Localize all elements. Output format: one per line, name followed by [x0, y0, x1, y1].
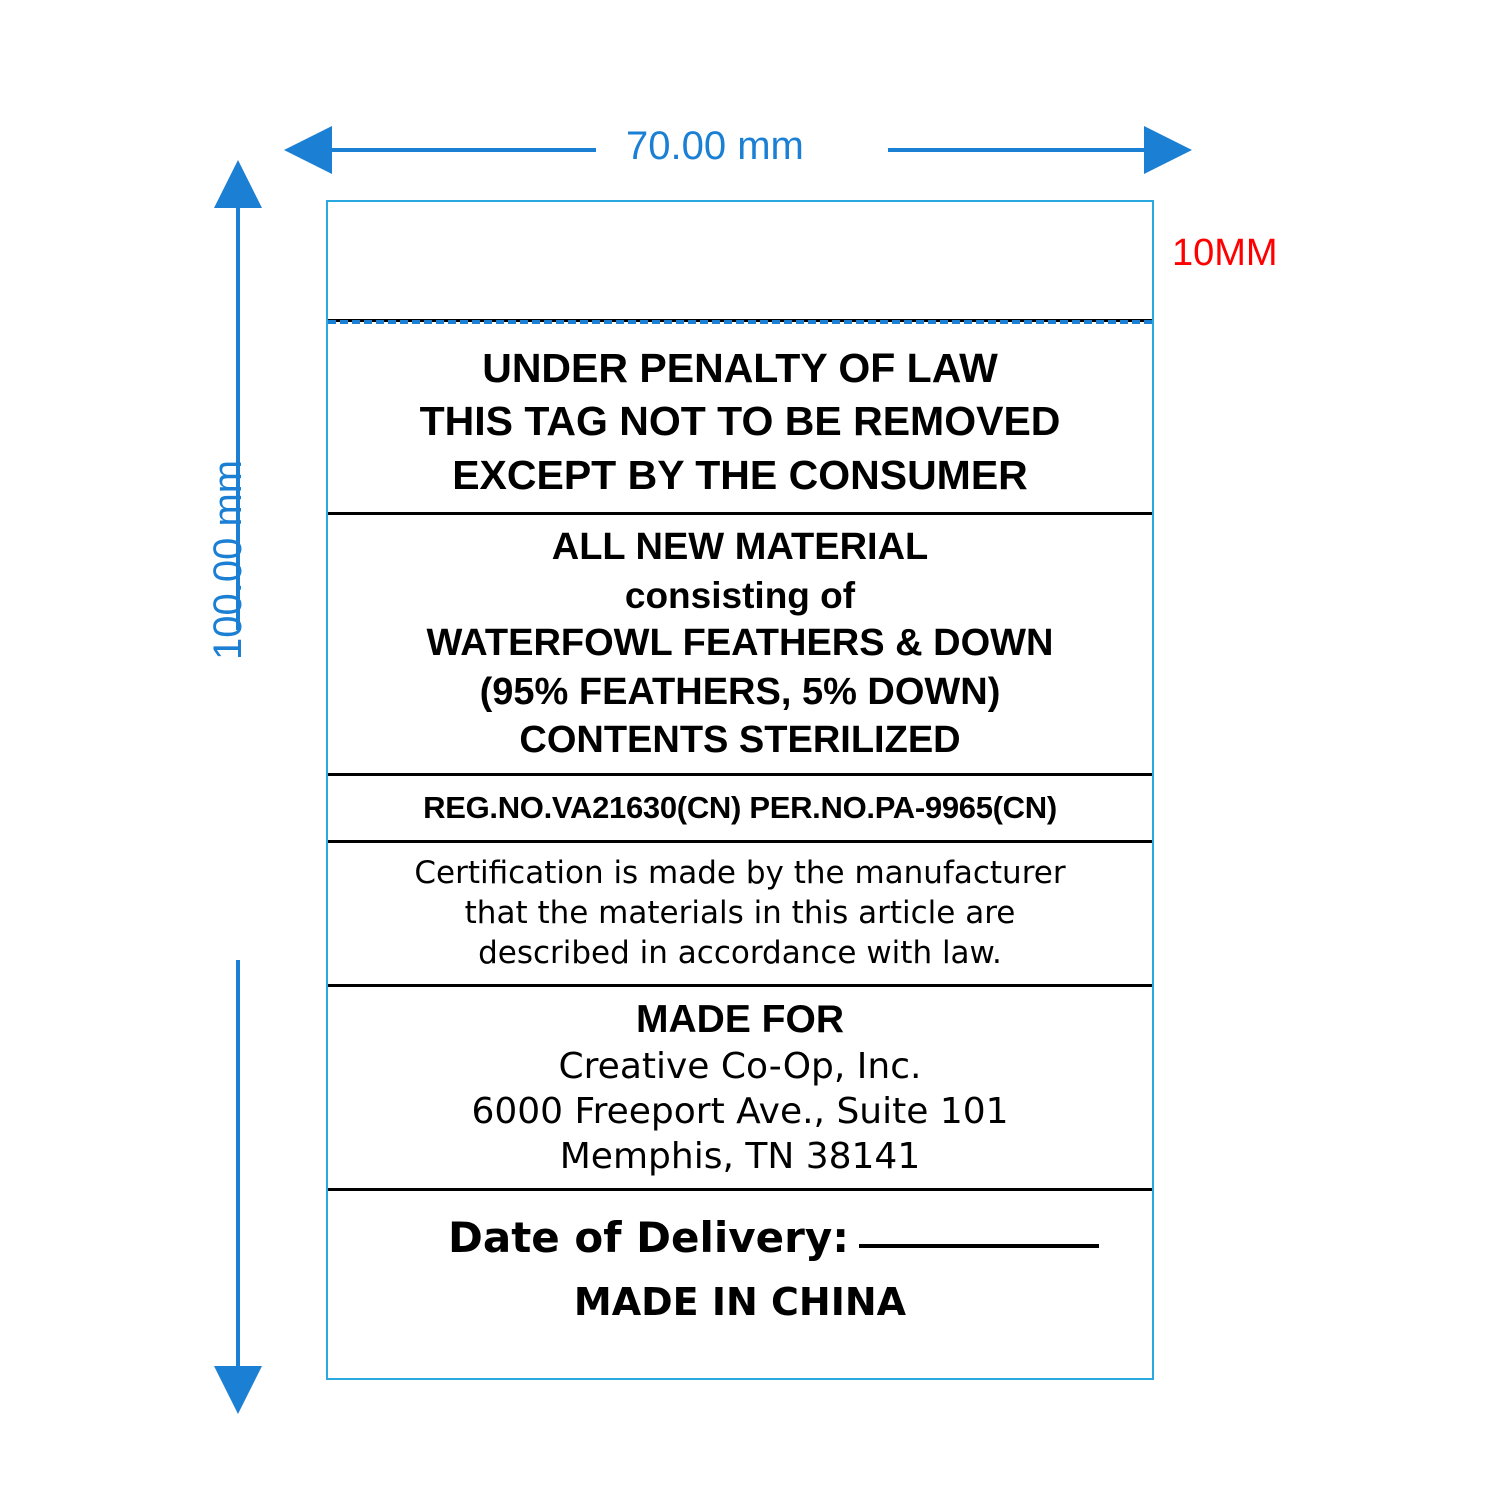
registration-numbers: REG.NO.VA21630(CN) PER.NO.PA-9965(CN)	[423, 789, 1057, 825]
delivery-date-write-in-line[interactable]	[859, 1244, 1099, 1248]
top-blank-area	[328, 202, 1152, 322]
delivery-date-section	[328, 1191, 1152, 1262]
material-line-5: CONTENTS STERILIZED	[519, 719, 961, 762]
law-label-card	[326, 200, 1154, 1380]
material-line-3: WATERFOWL FEATHERS & DOWN	[426, 621, 1054, 664]
certification-line-3: described in accordance with law.	[478, 935, 1002, 972]
material-line-2: consisting of	[624, 574, 856, 616]
certification-line-1: Certification is made by the manufacturer	[414, 854, 1066, 891]
perforation-dashed-line	[328, 320, 1152, 324]
material-section	[328, 515, 1152, 776]
made-for-company: Creative Co-Op, Inc.	[558, 1045, 922, 1087]
height-dimension-arrow	[216, 200, 260, 1382]
top-margin-note: 10MM	[1172, 232, 1278, 274]
certification-line-2: that the materials in this article are	[464, 895, 1016, 932]
made-for-section	[328, 987, 1152, 1191]
penalty-section	[328, 322, 1152, 515]
delivery-date-label: Date of Delivery:	[448, 1212, 850, 1262]
country-of-origin: MADE IN CHINA	[573, 1279, 907, 1324]
width-dimension-label: 70.00 mm	[626, 124, 804, 168]
penalty-line-1: UNDER PENALTY OF LAW	[482, 345, 998, 391]
made-for-street: 6000 Freeport Ave., Suite 101	[471, 1091, 1009, 1133]
origin-section	[328, 1262, 1152, 1324]
certification-section	[328, 843, 1152, 987]
penalty-line-2: THIS TAG NOT TO BE REMOVED	[419, 398, 1061, 445]
material-line-1: ALL NEW MATERIAL	[551, 525, 929, 568]
registration-section	[328, 776, 1152, 843]
made-for-city-state-zip: Memphis, TN 38141	[559, 1136, 921, 1178]
made-for-heading: MADE FOR	[636, 997, 844, 1041]
height-dimension-label: 100.00 mm	[206, 459, 250, 660]
material-line-4: (95% FEATHERS, 5% DOWN)	[479, 670, 1001, 713]
penalty-line-3: EXCEPT BY THE CONSUMER	[452, 451, 1028, 498]
